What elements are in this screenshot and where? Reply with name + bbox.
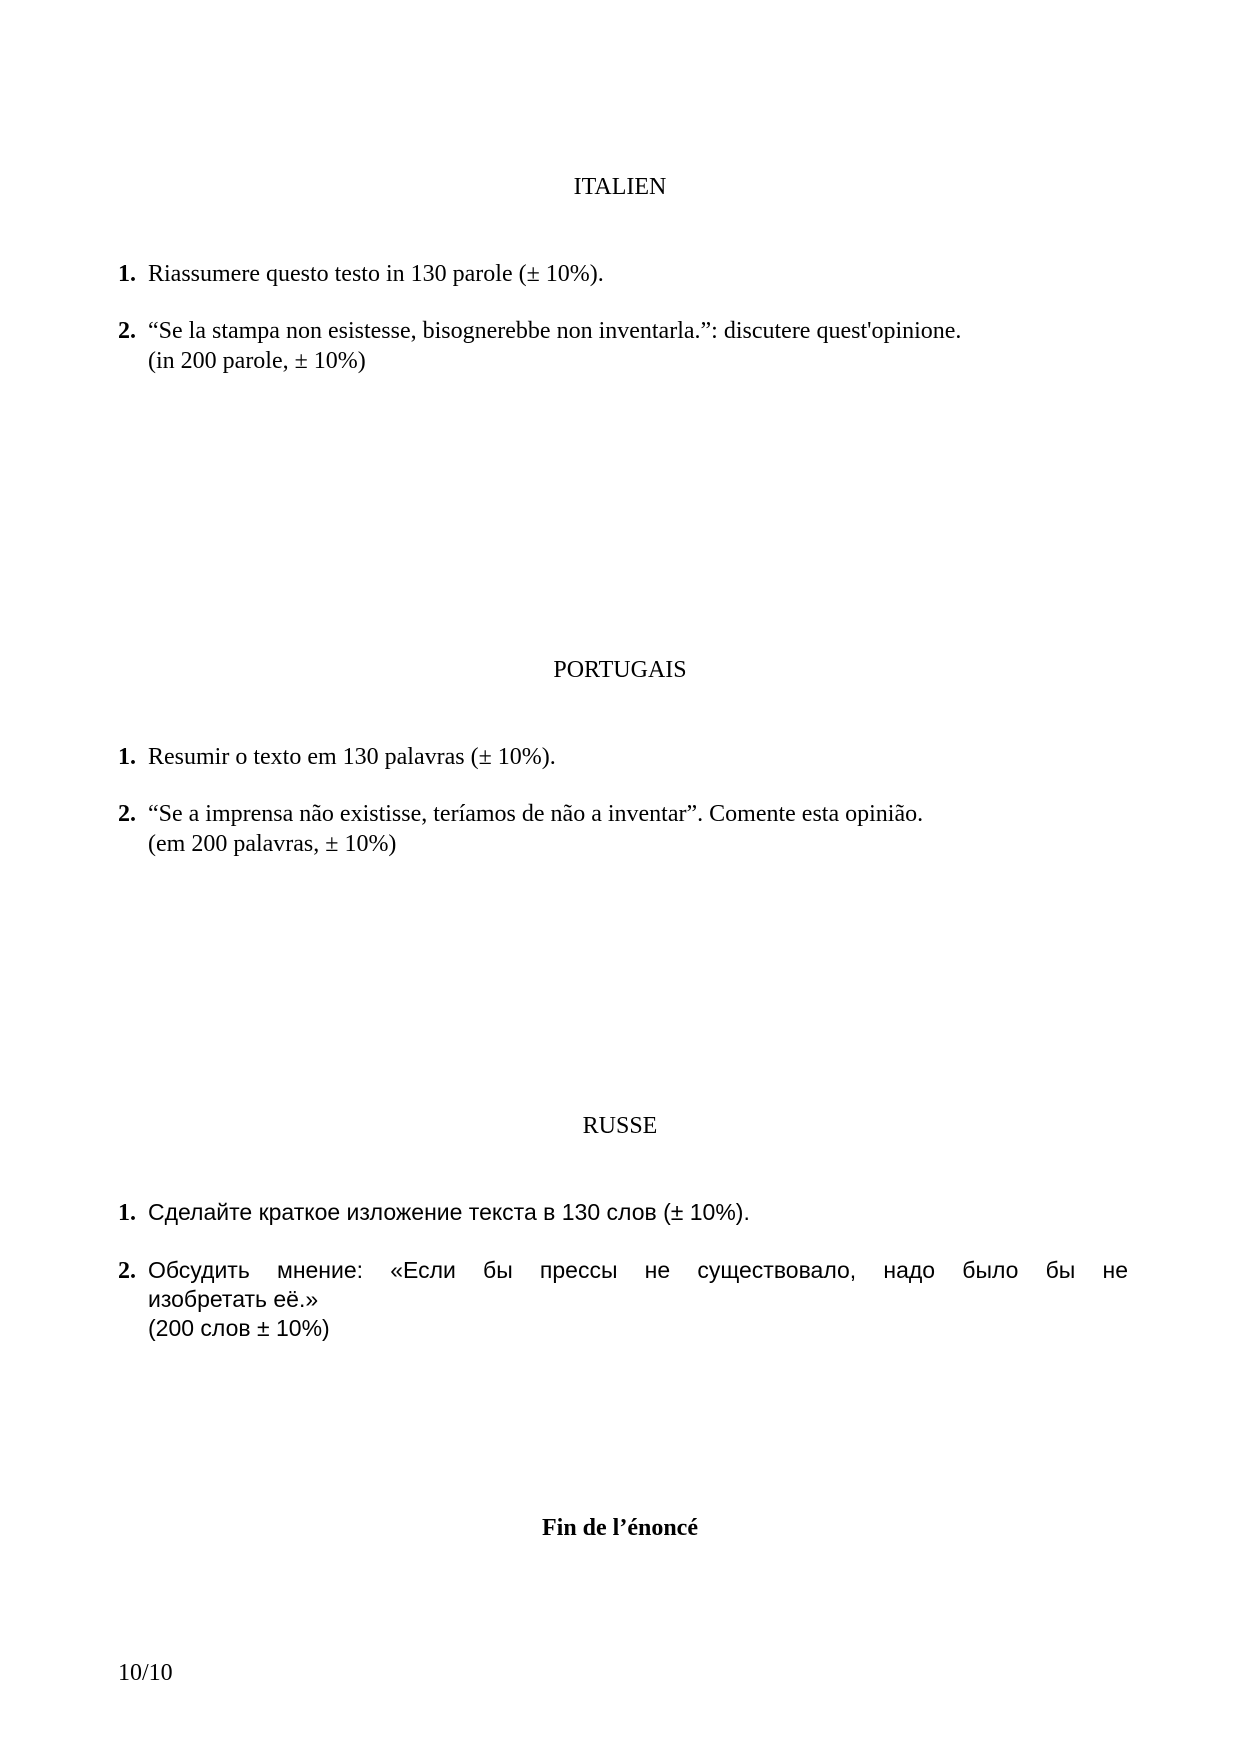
italien-question-1 <box>118 259 1128 289</box>
question-text: Riassumere questo testo in 130 parole (± 10%). <box>148 261 604 287</box>
question-text: “Se la stampa non esistesse, bisognerebbe non inventarla.”: discutere quest'opinione. <box>148 318 962 344</box>
question-number: 1. <box>118 744 136 770</box>
end-of-statement: Fin de l’énoncé <box>542 1515 698 1541</box>
portugais-question-2 <box>118 799 1128 859</box>
portugais-question-1 <box>118 742 1128 772</box>
question-number: 2. <box>118 318 136 344</box>
question-number: 1. <box>118 261 136 287</box>
russe-question-2 <box>118 1256 1128 1343</box>
question-number: 1. <box>118 1200 136 1226</box>
question-text: “Se a imprensa não existisse, teríamos de não a inventar”. Comente esta opinião. <box>148 801 924 827</box>
page-number: 10/10 <box>118 1660 173 1686</box>
question-text: Resumir o texto em 130 palavras (± 10%). <box>148 744 556 770</box>
question-word-count: (em 200 palavras, ± 10%) <box>148 831 397 857</box>
section-title-italien: ITALIEN <box>573 174 667 200</box>
question-number: 2. <box>118 1258 136 1284</box>
question-number: 2. <box>118 801 136 827</box>
question-word-count: (in 200 parole, ± 10%) <box>148 348 366 374</box>
section-title-portugais: PORTUGAIS <box>553 657 687 683</box>
question-text-line-2: изобретать её.» <box>148 1286 319 1312</box>
question-text-line-1: Обсудить мнение: «Если бы прессы не существовало, надо было бы не <box>148 1257 1128 1283</box>
russe-question-1 <box>118 1198 1128 1227</box>
question-text: Сделайте краткое изложение текста в 130 слов (± 10%). <box>148 1199 750 1225</box>
section-title-russe: RUSSE <box>582 1113 658 1139</box>
italien-question-2 <box>118 316 1128 376</box>
question-word-count: (200 слов ± 10%) <box>148 1315 330 1341</box>
